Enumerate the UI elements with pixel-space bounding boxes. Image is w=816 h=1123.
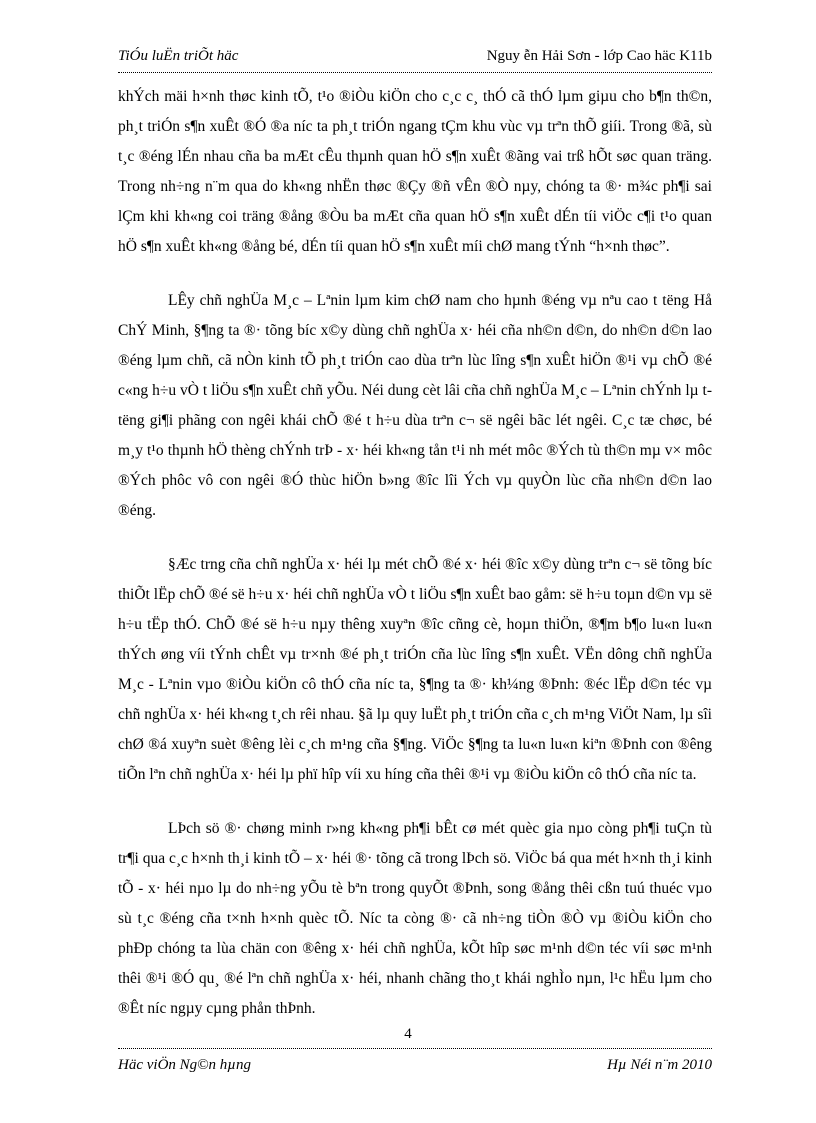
- footer-location-date: Hµ Néi n¨m 2010: [607, 1057, 712, 1073]
- body-paragraph-2: LÊy chñ nghÜa M¸c – Lªnin lµm kim chØ nam cho hµnh ®éng vµ nªu cao t tëng Hå ChÝ Minh, §¶ng ta ®· tõng bíc x©y dùng chñ nghÜa x· héi cña nh©n d©n, do nh©n d©n lao ®éng lµm chñ, cã nÒn kinh tÕ ph¸t triÓn cao dùa trªn lùc lîng s¶n xuÊt hiÖn ®¹i vµ chÕ ®é c«ng h÷u vÒ t liÖu s¶n xuÊt chñ yÕu. Néi dung cèt lâi cña chñ nghÜa M¸c – Lªnin chÝnh lµ t tëng gi¶i phãng con ngêi khái chÕ ®é t h÷u dùa trªn c¬ së ngêi bãc lét ngêi. C¸c tæ chøc, bé m¸y t¹o thµnh hÖ thèng chÝnh trÞ - x· héi kh«ng tån t¹i nh mét môc ®Ých tù th©n mµ v× môc ®Ých phôc vô con ngêi ®Ó thùc hiÖn b»ng ®îc lîi Ých vµ quyÒn lùc cña nh©n d©n lao ®éng.: [118, 292, 712, 519]
- body-paragraph-1: khÝch mäi h×nh thøc kinh tÕ, t¹o ®iÒu kiÖn cho c¸c c¸ thÓ cã thÓ lµm giµu cho b¶n th©n, ph¸t triÓn s¶n xuÊt ®Ó ®a níc ta ph¸t triÓn ngang tÇm khu vùc vµ trªn thÕ giíi. Trong ®ã, sù t¸c ®éng lÉn nhau cña ba mÆt cÊu thµnh quan hÖ s¶n xuÊt ®ãng vai trß hÕt søc quan träng. Trong nh÷ng n¨m qua do kh«ng nhËn thøc ®Çy ®ñ vÊn ®Ò nµy, chóng ta ®· m¾c ph¶i sai lÇm khi kh«ng coi träng ®ång ®Òu ba mÆt cña quan hÖ s¶n xuÊt dÉn tíi viÖc c¶i t¹o quan hÖ s¶n xuÊt kh«ng ®ång bé, dÉn tíi quan hÖ s¶n xuÊt míi chØ mang tÝnh “h×nh thøc”.: [118, 88, 712, 255]
- footer-institution: Häc viÖn Ng©n hµng: [118, 1057, 251, 1073]
- header-title: TiÓu luËn triÕt häc: [118, 48, 239, 64]
- document-body: [118, 82, 712, 1048]
- body-paragraph-4: LÞch sö ®· chøng minh r»ng kh«ng ph¶i bÊt cø mét quèc gia nµo còng ph¶i tuÇn tù tr¶i qua c¸c h×nh th¸i kinh tÕ – x· héi ®· tõng cã trong lÞch sö. ViÖc bá qua mét h×nh th¸i kinh tÕ - x· héi nµo lµ do nh÷ng yÕu tè bªn trong quyÕt ®Þnh, song ®ång thêi cßn tuú thuéc vµo sù t¸c ®éng cña t×nh h×nh quèc tÕ. Níc ta còng ®· cã nh÷ng tiÒn ®Ò vµ ®iÒu kiÖn cho phÐp chóng ta lùa chän con ®êng x· héi chñ nghÜa, kÕt hîp søc m¹nh d©n téc víi søc m¹nh thêi ®¹i ®Ó qu¸ ®é lªn chñ nghÜa x· héi, nhanh chãng tho¸t khái nghÌo nµn, l¹c hËu lµm cho ®Êt níc ngµy cµng phån thÞnh.: [118, 820, 712, 1017]
- page-header: [118, 48, 712, 73]
- page-footer: [118, 1048, 712, 1079]
- header-author: Nguy ễn Hải Sơn - lớp Cao häc K11b: [486, 48, 712, 64]
- body-paragraph-3: §Æc trng cña chñ nghÜa x· héi lµ mét chÕ ®é x· héi ®îc x©y dùng trªn c¬ së tõng bíc thiÕt lËp chÕ ®é së h÷u x· héi chñ nghÜa vÒ t liÖu s¶n xuÊt bao gåm: së h÷u toµn d©n vµ së h÷u tËp thÓ. ChÕ ®é së h÷u nµy thêng xuyªn ®îc cñng cè, hoµn thiÖn, ®¶m b¶o lu«n lu«n thÝch øng víi tÝnh chÊt vµ tr×nh ®é ph¸t triÓn cña lùc lîng s¶n xuÊt. VËn dông chñ nghÜa M¸c - Lªnin vµo ®iÒu kiÖn cô thÓ cña níc ta, §¶ng ta ®· kh¼ng ®Þnh: ®éc lËp d©n téc vµ chñ nghÜa x· héi kh«ng t¸ch rêi nhau. §ã lµ quy luËt ph¸t triÓn cña c¸ch m¹ng ViÖt Nam, lµ sîi chØ ®á xuyªn suèt ®êng lèi c¸ch m¹ng cña §¶ng. ViÖc §¶ng ta lu«n lu«n kiªn ®Þnh con ®êng tiÕn lªn chñ nghÜa x· héi lµ phï hîp víi xu híng cña thêi ®¹i vµ ®iÒu kiÖn cô thÓ cña níc ta.: [118, 556, 712, 783]
- page-number: 4: [404, 1026, 412, 1042]
